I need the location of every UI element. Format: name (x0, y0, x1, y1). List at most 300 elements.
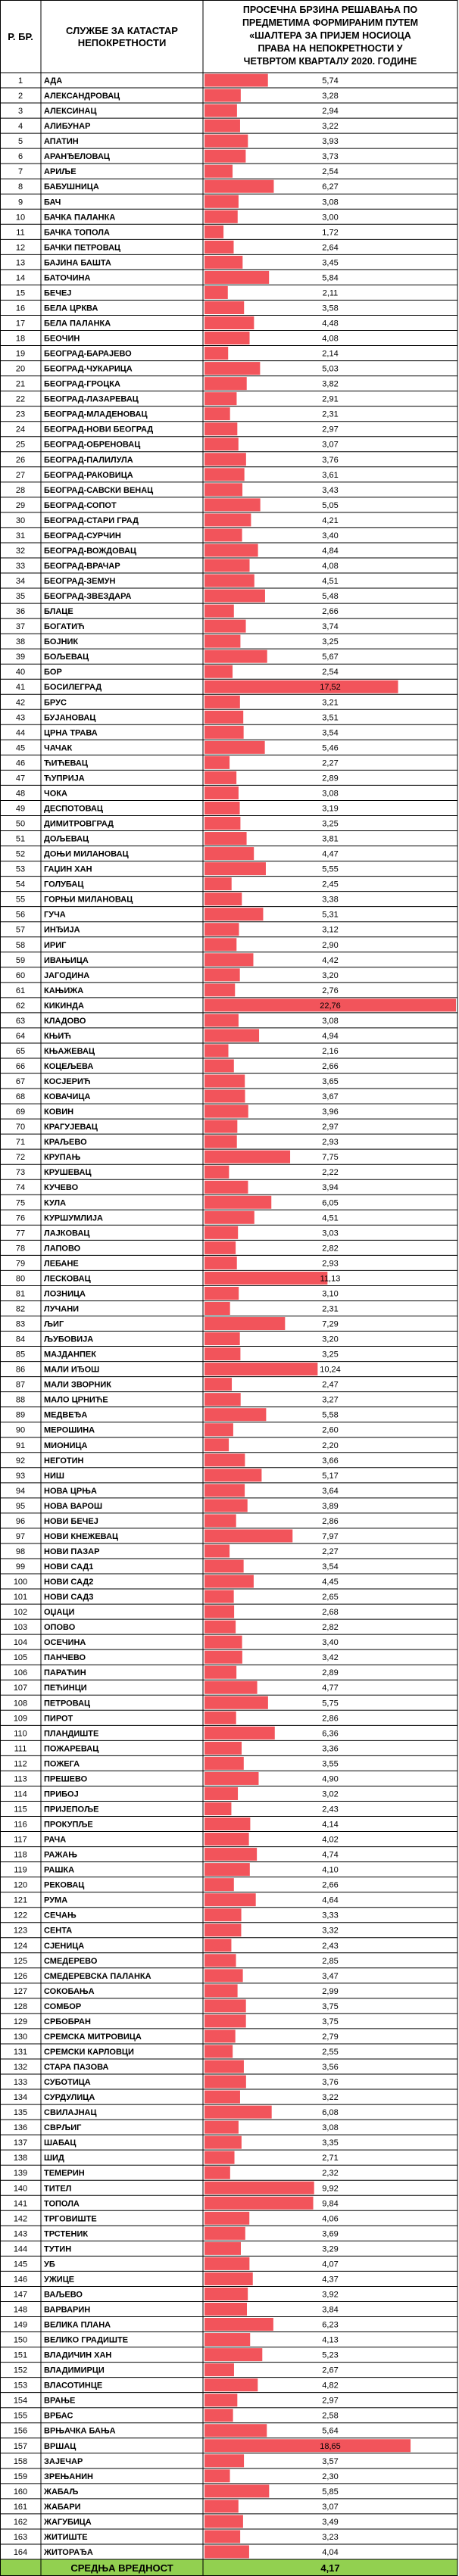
data-label: 2,32 (322, 2169, 339, 2179)
data-bar (205, 1818, 250, 1830)
data-bar (205, 1954, 236, 1967)
service-name: ГОРЊИ МИЛАНОВАЦ (44, 895, 133, 905)
data-bar (205, 665, 233, 678)
service-name: СМЕДЕРЕВО (44, 1956, 98, 1966)
data-label: 10,24 (320, 1365, 341, 1375)
row-number: 26 (15, 455, 26, 465)
data-bar (205, 1090, 245, 1103)
table-row (16, 756, 339, 769)
data-bar (205, 1636, 242, 1649)
data-label: 5,85 (322, 2487, 339, 2497)
data-bar (205, 892, 242, 905)
data-bar (205, 1757, 244, 1770)
service-name: АЛЕКСИНАЦ (44, 107, 97, 117)
data-bar (205, 528, 242, 541)
table-row (14, 2106, 339, 2119)
service-name: ИНЂИЈА (44, 925, 80, 935)
data-label: 2,31 (322, 410, 339, 419)
data-bar (205, 1151, 290, 1163)
row-number: 88 (15, 1395, 26, 1405)
data-label: 3,22 (322, 2093, 339, 2103)
service-name: СТАРА ПАЗОВА (44, 2063, 109, 2073)
service-name: БУЈАНОВАЦ (44, 713, 96, 723)
row-number: 29 (15, 500, 26, 510)
row-number: 96 (15, 1516, 26, 1526)
data-label: 3,07 (322, 440, 339, 450)
service-name: МАЛИ ЗВОРНИК (44, 1380, 111, 1390)
service-name: НОВИ САД2 (44, 1578, 94, 1587)
row-number: 40 (15, 668, 26, 677)
data-bar (205, 953, 253, 966)
service-name: ВРЊАЧКА БАЊА (44, 2426, 116, 2436)
data-bar (205, 2348, 262, 2361)
service-name: КЊИЋ (44, 1031, 71, 1041)
data-bar (205, 968, 240, 981)
service-name: ГУЧА (44, 910, 66, 920)
row-number: 117 (14, 1835, 27, 1845)
service-name: СЕЧАЊ (44, 1911, 76, 1920)
data-label: 3,40 (322, 1638, 339, 1648)
row-number: 143 (13, 2229, 28, 2239)
data-bar (205, 316, 254, 329)
row-number: 4 (17, 122, 23, 132)
table-row (14, 1666, 339, 1679)
data-bar (205, 1696, 268, 1709)
table-row (14, 1908, 339, 1921)
table-row (16, 590, 339, 603)
data-bar (205, 1802, 231, 1815)
row-number: 6 (17, 152, 23, 162)
data-bar (205, 1423, 233, 1436)
data-bar (205, 2136, 242, 2149)
service-name: ВРШАЦ (44, 2441, 76, 2451)
row-number: 7 (17, 167, 23, 177)
table-row (16, 1120, 339, 1133)
table-row (14, 2424, 339, 2437)
data-label: 2,97 (322, 1123, 339, 1132)
table-row (16, 998, 456, 1011)
data-bar (205, 1772, 258, 1785)
row-number: 103 (13, 1623, 28, 1633)
row-number: 128 (13, 2001, 28, 2011)
table-row (16, 468, 339, 481)
service-name: СВРЉИГ (44, 2123, 82, 2133)
table-row (14, 2121, 339, 2134)
service-name: МАЈДАНПЕК (44, 1350, 96, 1360)
row-number: 32 (15, 546, 26, 556)
table-row (16, 665, 339, 678)
data-bar (205, 180, 273, 193)
service-name: СУБОТИЦА (44, 2078, 91, 2088)
service-name: ЋУПРИЈА (44, 774, 85, 783)
table-row (16, 483, 339, 496)
service-name: БЕОГРАД-РАКОВИЦА (44, 470, 133, 480)
data-label: 3,93 (322, 137, 339, 147)
data-bar (205, 847, 254, 860)
table-row (14, 2363, 339, 2376)
table-row (14, 2257, 339, 2270)
service-name: ДИМИТРОВГРАД (44, 819, 114, 829)
row-number: 146 (13, 2275, 28, 2285)
service-name: ДОЉЕВАЦ (44, 834, 89, 844)
service-name: КОВАЧИЦА (44, 1092, 91, 1102)
table-row (14, 2076, 339, 2089)
data-bar (205, 2424, 267, 2437)
data-label: 2,85 (322, 1956, 339, 1966)
service-name: ГАЏИН ХАН (44, 864, 92, 874)
table-row (16, 498, 339, 511)
data-label: 3,08 (322, 2123, 339, 2133)
data-bar (205, 256, 242, 269)
row-number: 115 (14, 1805, 27, 1814)
service-name: ПАРАЋИН (44, 1668, 86, 1678)
data-bar (205, 1363, 317, 1375)
service-name: ВЕЛИКО ГРАДИШТЕ (44, 2335, 129, 2345)
row-number: 133 (13, 2078, 28, 2088)
service-name: НОВА ЦРЊА (44, 1486, 97, 1496)
data-label: 3,36 (322, 1744, 339, 1754)
table-row (16, 1014, 339, 1026)
row-number: 65 (15, 1046, 26, 1056)
service-name: БЕОГРАД-САВСКИ ВЕНАЦ (44, 485, 154, 495)
service-name: ВЛАДИЧИН ХАН (44, 2350, 112, 2360)
table-row (16, 1090, 339, 1103)
data-label: 3,08 (322, 1016, 339, 1026)
service-name: ПИРОТ (44, 1714, 73, 1724)
table-row (16, 681, 398, 693)
table-row (16, 802, 339, 815)
service-name: ВЕЛИКА ПЛАНА (44, 2320, 111, 2330)
row-number: 8 (17, 182, 23, 192)
service-name: СВИЛАЈНАЦ (44, 2108, 97, 2118)
row-number: 30 (15, 516, 26, 525)
data-bar (205, 483, 242, 496)
row-number: 68 (15, 1092, 26, 1102)
data-bar (205, 1893, 256, 1906)
footer-value: 4,17 (320, 2562, 340, 2574)
data-bar (205, 1727, 275, 1740)
data-label: 5,46 (322, 743, 339, 753)
data-bar (205, 1408, 266, 1421)
data-bar (205, 1833, 249, 1846)
row-number: 100 (13, 1578, 28, 1587)
service-name: КАЊИЖА (44, 986, 84, 995)
data-label: 2,93 (322, 1259, 339, 1269)
data-label: 2,86 (322, 1516, 339, 1526)
service-name: БАТОЧИНА (44, 273, 91, 283)
data-label: 2,89 (322, 774, 339, 783)
data-label: 3,08 (322, 198, 339, 207)
table-row (14, 1848, 338, 1861)
data-bar (205, 2378, 258, 2391)
row-number: 102 (13, 1608, 28, 1618)
table-row (14, 2029, 339, 2042)
row-number: 129 (13, 2017, 28, 2026)
service-name: ЖИТИШТЕ (44, 2532, 88, 2542)
service-name: КУЧЕВО (44, 1183, 79, 1193)
service-name: ЖАБАРИ (44, 2502, 81, 2512)
table-row (16, 453, 339, 466)
data-bar (205, 559, 250, 572)
row-number: 122 (13, 1911, 28, 1920)
data-bar (205, 74, 268, 87)
data-bar (205, 1939, 231, 1951)
table-row (14, 1742, 339, 1755)
row-number: 136 (13, 2123, 28, 2133)
service-name: ЖАГУБИЦА (44, 2517, 92, 2527)
table-row (14, 2227, 339, 2240)
service-name: ЧАЧАК (44, 743, 73, 753)
row-number: 132 (13, 2063, 28, 2073)
data-bar (205, 2333, 250, 2346)
data-label: 2,91 (322, 394, 339, 404)
service-name: КОЦЕЉЕВА (44, 1061, 94, 1071)
data-bar (205, 468, 245, 481)
data-label: 5,67 (322, 653, 339, 662)
data-bar (205, 1347, 240, 1360)
data-label: 3,54 (322, 1562, 339, 1572)
table-row (14, 1606, 339, 1618)
data-label: 3,28 (322, 92, 339, 101)
row-number: 69 (15, 1107, 26, 1117)
table-row (14, 2394, 339, 2406)
service-name: НОВИ САД3 (44, 1593, 94, 1603)
data-label: 4,94 (322, 1031, 339, 1041)
row-number: 110 (14, 1729, 27, 1739)
data-label: 2,76 (322, 986, 339, 995)
data-label: 6,23 (322, 2320, 339, 2330)
data-bar (205, 2045, 233, 2057)
table-row (16, 1166, 339, 1179)
table-row (16, 1469, 339, 1481)
table-row (16, 575, 339, 587)
data-label: 3,94 (322, 1183, 339, 1193)
data-label: 3,76 (322, 2078, 339, 2088)
data-label: 5,58 (322, 1410, 339, 1420)
data-label: 4,07 (322, 2260, 339, 2269)
data-bar (205, 787, 239, 799)
service-name: СРЕМСКА МИТРОВИЦА (44, 2032, 142, 2042)
data-label: 4,02 (322, 1835, 339, 1845)
table-row (16, 953, 339, 966)
data-bar (205, 1681, 258, 1694)
row-number: 41 (15, 683, 26, 693)
row-number: 105 (13, 1653, 28, 1663)
service-name: ПРИЈЕПОЉЕ (44, 1805, 99, 1814)
row-number: 149 (13, 2320, 28, 2330)
service-name: РАЖАЊ (44, 1850, 77, 1860)
table-row (14, 1575, 339, 1588)
table-row (14, 2091, 339, 2104)
data-bar (205, 1606, 234, 1618)
data-bar (205, 2409, 233, 2422)
service-name: ПОЖЕГА (44, 1759, 80, 1769)
data-label: 22,76 (320, 1001, 341, 1011)
row-number: 145 (13, 2260, 28, 2269)
table-row (14, 2242, 339, 2255)
data-bar (205, 923, 239, 936)
row-number: 64 (15, 1031, 26, 1041)
data-bar (205, 120, 240, 132)
table-row (16, 271, 339, 284)
data-bar (205, 1499, 248, 1512)
service-name: АРИЉЕ (44, 167, 76, 177)
service-name: БОЉЕВАЦ (44, 653, 89, 662)
table-row (14, 2045, 339, 2057)
data-bar (205, 1651, 242, 1664)
row-number: 19 (15, 349, 26, 359)
data-label: 3,23 (322, 2532, 339, 2542)
table-row (14, 1696, 339, 1709)
data-bar (205, 741, 265, 754)
row-number: 84 (15, 1335, 26, 1344)
table-row (16, 1408, 339, 1421)
table-row (14, 1818, 338, 1830)
table-row (18, 89, 339, 102)
data-label: 3,75 (322, 2017, 339, 2026)
service-name: БЕОГРАД-ЛАЗАРЕВАЦ (44, 394, 139, 404)
data-bar (205, 513, 251, 526)
data-bar (205, 771, 236, 784)
service-name: БЕОГРАД-НОВИ БЕОГРАД (44, 425, 154, 435)
data-label: 2,71 (322, 2154, 339, 2163)
data-bar (205, 1666, 236, 1679)
service-name: ВРАЊЕ (44, 2396, 76, 2406)
data-bar (205, 1923, 241, 1936)
service-name: АЛЕКСАНДРОВАЦ (44, 92, 120, 101)
row-number: 74 (15, 1183, 26, 1193)
service-name: ЛЕБАНЕ (44, 1259, 79, 1269)
table-row (16, 1226, 339, 1239)
data-label: 3,74 (322, 622, 339, 632)
row-number: 104 (13, 1638, 28, 1648)
data-bar (205, 453, 246, 466)
service-name: ЛУЧАНИ (44, 1304, 80, 1314)
data-label: 3,40 (322, 531, 339, 540)
data-label: 3,89 (322, 1501, 339, 1511)
table-row (16, 1029, 339, 1042)
table-row (14, 2166, 339, 2179)
table-row (14, 1757, 338, 1770)
row-number: 95 (15, 1501, 26, 1511)
data-label: 5,31 (322, 910, 339, 920)
data-label: 2,20 (322, 1441, 339, 1450)
data-label: 4,51 (322, 1213, 339, 1223)
data-label: 6,08 (322, 2108, 339, 2118)
table-row (16, 620, 339, 633)
data-label: 2,27 (322, 1547, 339, 1556)
data-label: 1,72 (322, 228, 339, 238)
row-number: 79 (15, 1259, 26, 1269)
service-name: МЕРОШИНА (44, 1425, 95, 1435)
table-row (14, 1681, 339, 1694)
service-name: ИВАЊИЦА (44, 955, 89, 965)
data-label: 4,64 (322, 1895, 339, 1905)
service-name: КРУПАЊ (44, 1153, 81, 1163)
data-bar (205, 332, 250, 344)
row-number: 76 (15, 1213, 26, 1223)
service-name: КРАГУЈЕВАЦ (44, 1123, 98, 1132)
row-number: 16 (15, 304, 26, 313)
table-row (16, 1423, 339, 1436)
data-label: 6,36 (322, 1729, 339, 1739)
data-label: 4,14 (322, 1820, 339, 1830)
data-label: 3,38 (322, 895, 339, 905)
service-name: БАЧ (44, 198, 61, 207)
data-bar (205, 1529, 292, 1542)
data-bar (205, 1469, 261, 1481)
data-bar (205, 575, 254, 587)
row-number: 27 (15, 470, 26, 480)
table-row (16, 892, 339, 905)
data-bar (205, 2303, 247, 2316)
row-number: 56 (15, 910, 26, 920)
data-label: 3,03 (322, 1229, 339, 1238)
row-number: 14 (15, 273, 26, 283)
data-bar (205, 150, 245, 163)
service-name: ВАЉЕВО (44, 2290, 83, 2300)
data-label: 3,33 (322, 1911, 339, 1920)
data-label: 5,17 (322, 1471, 339, 1481)
data-label: 3,22 (322, 122, 339, 132)
data-bar (205, 135, 248, 148)
data-label: 2,89 (322, 1668, 339, 1678)
table-row (16, 847, 339, 860)
service-name: КРУШЕВАЦ (44, 1168, 92, 1178)
row-number: 112 (14, 1759, 27, 1769)
table-row (14, 2136, 339, 2149)
service-name: ЦРНА ТРАВА (44, 728, 98, 738)
data-bar (205, 226, 223, 238)
service-name: ЗАЈЕЧАР (44, 2456, 83, 2466)
table-row (16, 301, 339, 314)
service-name: ТУТИН (44, 2244, 72, 2254)
data-label: 3,73 (322, 152, 339, 162)
table-row (14, 2378, 339, 2391)
data-bar (205, 362, 260, 375)
data-bar (205, 422, 237, 435)
service-name: ШАБАЦ (44, 2138, 76, 2148)
data-bar (205, 1393, 241, 1406)
data-label: 7,75 (322, 1153, 339, 1163)
service-name: БОСИЛЕГРАД (44, 683, 102, 693)
data-bar (205, 241, 234, 254)
row-number: 45 (15, 743, 26, 753)
row-number: 163 (13, 2532, 28, 2542)
data-label: 17,52 (320, 683, 341, 693)
data-label: 4,08 (322, 334, 339, 344)
service-name: БЕОГРАД-ЗВЕЗДАРА (44, 592, 132, 602)
data-label: 11,13 (320, 1274, 341, 1284)
data-bar (205, 1287, 239, 1300)
row-number: 48 (15, 789, 26, 799)
data-bar (205, 1317, 285, 1330)
data-label: 3,43 (322, 485, 339, 495)
service-name: РАШКА (44, 1865, 75, 1875)
table-row (14, 2409, 339, 2422)
row-number: 75 (15, 1198, 26, 1208)
row-number: 158 (13, 2456, 28, 2466)
data-bar (205, 1484, 245, 1497)
table-row (16, 1559, 339, 1572)
data-bar (205, 2257, 249, 2270)
service-name: БЕОГРАД-МЛАДЕНОВАЦ (44, 410, 148, 419)
data-label: 3,10 (322, 1289, 339, 1299)
row-number: 130 (13, 2032, 28, 2042)
service-name: ЖАБАЉ (44, 2487, 79, 2497)
data-label: 3,69 (322, 2229, 339, 2239)
data-label: 3,67 (322, 1092, 339, 1102)
